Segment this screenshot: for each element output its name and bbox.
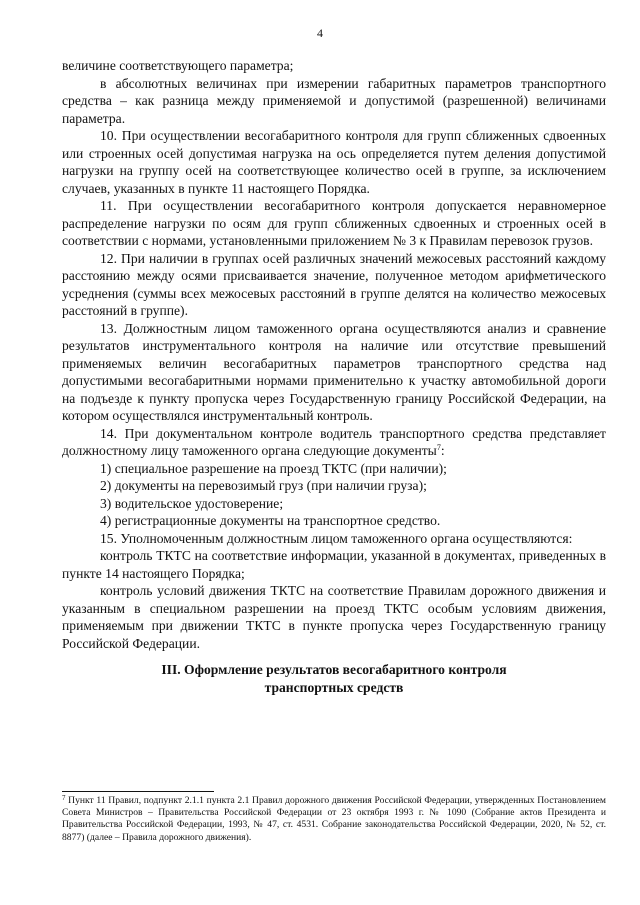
paragraph-control-documents: контроль ТКТС на соответствие информации, указанной в документах, приведенных в пункте 14 настоящего Порядка; [62,548,606,581]
paragraph-item-11: 11. При осуществлении весогабаритного контроля допускается неравномерное распределение нагрузки по осям для групп сближенных сдвоенных и строенных осей в соответствии с нормами, установленными приложением № 3 к Правилам перевозок грузов. [62,198,606,248]
footnote-divider [62,791,214,792]
footnote-text: Пункт 11 Правил, подпункт 2.1.1 пункта 2.1 Правил дорожного движения Российской Федерации, утвержденных Постановлением Совета Министров – Правительства Российской Федерации от 23 октября 1993 г. № 1090 (Собрание актов Президента и Правительства Российской Федерации, 1993, № 47, ст. 4531. Собрание законодательства Российской Федерации, 2020, № 52, ст. 8877) (далее – Правила дорожного движения). [62,795,606,843]
paragraph-item-12: 12. При наличии в группах осей различных значений межосевых расстояний каждому расстоянию между осями присваивается значение, полученное методом арифметического усреднения (суммы всех межосевых расстояний в группе делятся на количество межосевых расстояний в группе). [62,250,606,318]
document-body [62,57,606,697]
paragraph-item-14-end: : [440,443,445,458]
paragraph-control-conditions: контроль условий движения ТКТС на соответствие Правилам дорожного движения и указанным в специальном разрешении на проезд ТКТС особым условиям движения, применяемым при движении ТКТС в пункте пропуска через Государственную границу Российской Федерации. [62,583,606,651]
paragraph-item-10: 10. При осуществлении весогабаритного контроля для групп сближенных сдвоенных или строенных осей допустимая нагрузка на ось определяется путем деления допустимой нагрузки на группу осей на соответствующее количество осей в группе, за исключением случаев, указанных в пункте 11 настоящего Порядка. [62,128,606,196]
list-item-2: 2) документы на перевозимый груз (при наличии груза); [100,478,427,493]
footnote-mark: 7 [62,794,66,802]
paragraph-item-15: 15. Уполномоченным должностным лицом таможенного органа осуществляются: [100,530,573,546]
section-gap [62,652,606,661]
paragraph-item-14-text: 14. При документальном контроле водитель транспортного средства представляет должностному лицу таможенного органа следующие документы [62,425,606,458]
section-heading-line-1: III. Оформление результатов весогабаритного контроля [161,662,507,677]
section-heading [62,661,606,697]
paragraph-item-13: 13. Должностным лицом таможенного органа осуществляются анализ и сравнение результатов инструментального контроля на наличие или отсутствие превышений применяемых величин весогабаритных параметров транспортного средства над допустимыми весогабаритными нормами применительно к участку автомобильной дороги на подъезде к пункту пропуска через Государственную границу Российской Федерации, на котором осуществлялся инструментальный контроль. [62,320,606,423]
list-item-4: 4) регистрационные документы на транспортное средство. [100,513,441,528]
paragraph-item-14 [62,425,606,460]
paragraph-1: в абсолютных величинах при измерении габаритных параметров транспортного средства – как разница между применяемой и допустимой (разрешенной) величинами параметра. [62,75,606,126]
footnote [62,795,606,844]
paragraph-0: величине соответствующего параметра; [62,58,294,73]
section-heading-line-2: транспортных средств [264,680,404,695]
footnote-reference: 7 [436,443,441,452]
list-item-1: 1) специальное разрешение на проезд ТКТС (при наличии); [100,460,447,476]
page-number: 4 [317,26,323,40]
list-item-3: 3) водительское удостоверение; [100,495,284,511]
